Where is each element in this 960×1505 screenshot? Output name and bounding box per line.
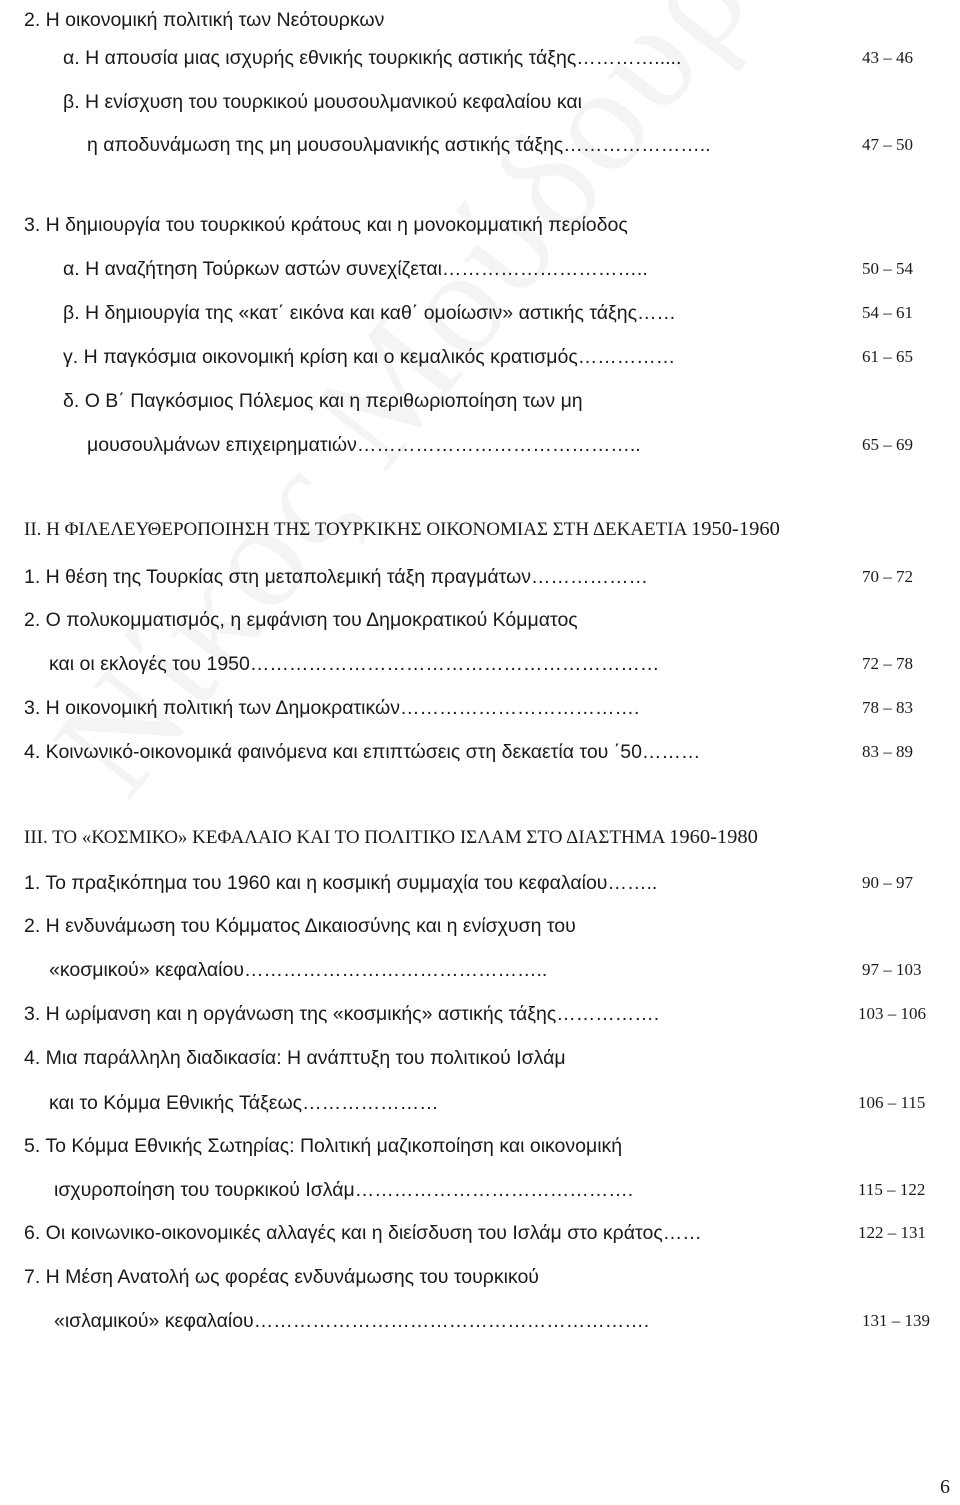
toc-entry [0,999,960,1029]
toc-page-range: 131 – 139 [862,1311,930,1330]
toc-entry [0,1131,960,1161]
toc-entry [0,43,960,73]
toc-page-range: 90 – 97 [862,873,913,892]
toc-page-range: 54 – 61 [862,303,913,322]
toc-entry-text: 5. Το Κόμμα Εθνικής Σωτηρίας: Πολιτική μαζικοποίηση και οικονομική [24,1135,623,1157]
toc-entry-text: 4. Μια παράλληλη διαδικασία: Η ανάπτυξη του πολιτικού Ισλάμ [24,1047,566,1069]
toc-entry-text: 1. Το πραξικόπημα του 1960 και η κοσμική συμμαχία του κεφαλαίου…….. [24,872,658,894]
toc-entry-text: «κοσμικού» κεφαλαίου……………………………………….. [49,959,548,981]
toc-entry-text: δ. Ο Β΄ Παγκόσμιος Πόλεμος και η περιθωριοποίηση των μη [63,390,583,412]
section-heading [0,822,960,852]
toc-entry [0,130,960,160]
toc-page-range: 115 – 122 [858,1180,926,1199]
toc-entry [0,737,960,767]
section-heading-years: 1960-1980 [669,826,758,848]
toc-entry [0,1175,960,1205]
toc-entry [0,1262,960,1292]
toc-entry [0,87,960,117]
toc-page-range: 97 – 103 [862,960,922,979]
toc-entry-text: και οι εκλογές του 1950……………………………………………………… [49,653,660,675]
section-heading-years: 1950-1960 [691,518,780,540]
toc-page-range: 65 – 69 [862,435,913,454]
toc-entry [0,693,960,723]
toc-entry [0,430,960,460]
toc-entry [0,1088,960,1118]
toc-page-range: 61 – 65 [862,347,913,366]
toc-page-range: 83 – 89 [862,742,913,761]
toc-entry-text: 1. Η θέση της Τουρκίας στη μεταπολεμική τάξη πραγμάτων……………… [24,566,649,588]
toc-entry-text: 2. Η ενδυνάμωση του Κόμματος Δικαιοσύνης και η ενίσχυση του [24,915,576,937]
toc-entry [0,562,960,592]
toc-entry-text: α. Η απουσία μιας ισχυρής εθνικής τουρκικής αστικής τάξης…………..... [63,47,682,69]
toc-entry-text: ισχυροποίηση του τουρκικού Ισλάμ……………………………………. [54,1179,634,1201]
toc-entry-text: 4. Κοινωνικό-οικονομικά φαινόμενα και επιπτώσεις στη δεκαετία του ΄50……… [24,741,701,763]
toc-entry-text: «ισλαμικού» κεφαλαίου……………………………………………………. [54,1310,650,1332]
toc-page-range: 72 – 78 [862,654,913,673]
toc-entry-text: και το Κόμμα Εθνικής Τάξεως………………… [49,1092,439,1114]
page-number: 6 [940,1476,950,1498]
toc-entry-text: γ. Η παγκόσμια οικονομική κρίση και ο κεμαλικός κρατισμός…………… [63,346,676,368]
toc-page-range: 47 – 50 [862,135,913,154]
toc-page-range: 78 – 83 [862,698,913,717]
toc-entry [0,1218,960,1248]
toc-entry [0,342,960,372]
toc-entry-text: 2. Η οικονομική πολιτική των Νεότουρκων [24,9,385,31]
toc-page-range: 70 – 72 [862,567,913,586]
toc-entry-text: 3. Η δημιουργία του τουρκικού κράτους και η μονοκομματική περίοδος [24,214,628,236]
toc-entry [0,955,960,985]
section-heading [0,514,960,544]
toc-entry-text: η αποδυνάμωση της μη μουσουλμανικής αστικής τάξης………………….. [87,134,711,156]
toc-heading [0,210,960,240]
toc-entry-text: β. Η δημιουργία της «κατ΄ εικόνα και καθ΄ ομοίωσιν» αστικής τάξης…… [63,302,676,324]
section-heading-text: ΙΙΙ. ΤΟ «ΚΟΣΜΙΚΟ» ΚΕΦΑΛΑΙΟ ΚΑΙ ΤΟ ΠΟΛΙΤΙΚΟ ΙΣΛΑΜ ΣΤΟ ΔΙΑΣΤΗΜΑ 1960-1980 [24,826,758,848]
toc-entry-text: α. Η αναζήτηση Τούρκων αστών συνεχίζεται………………………….. [63,258,648,280]
toc-entry-text: μουσουλμάνων επιχειρηματιών…………………………………….. [87,434,641,456]
toc-entry [0,1306,960,1336]
toc-heading [0,5,960,35]
toc-entry-text: β. Η ενίσχυση του τουρκικού μουσουλμανικού κεφαλαίου και [63,91,582,113]
toc-page-range: 50 – 54 [862,259,913,278]
toc-entry-text: 2. Ο πολυκομματισμός, η εμφάνιση του Δημοκρατικού Κόμματος [24,609,578,631]
toc-entry [0,649,960,679]
toc-entry-text: 3. Η οικονομική πολιτική των Δημοκρατικών………………………………. [24,697,640,719]
toc-entry-text: 6. Οι κοινωνικο-οικονομικές αλλαγές και η διείσδυση του Ισλάμ στο κράτος…… [24,1222,702,1244]
toc-entry [0,386,960,416]
toc-entry [0,1043,960,1073]
toc-entry [0,298,960,328]
toc-page-range: 122 – 131 [858,1223,926,1242]
toc-entry [0,254,960,284]
toc-entry-text: 3. Η ωρίμανση και η οργάνωση της «κοσμικής» αστικής τάξης……………. [24,1003,660,1025]
toc-entry [0,911,960,941]
toc-entry-text: 7. Η Μέση Ανατολή ως φορέας ενδυνάμωσης του τουρκικού [24,1266,539,1288]
toc-page-range: 103 – 106 [858,1004,926,1023]
toc-page-range: 43 – 46 [862,48,913,67]
section-heading-text: ΙΙ. Η ΦΙΛΕΛΕΥΘΕΡΟΠΟΙΗΣΗ ΤΗΣ ΤΟΥΡΚΙΚΗΣ ΟΙΚΟΝΟΜΙΑΣ ΣΤΗ ΔΕΚΑΕΤΙΑ 1950-1960 [24,518,780,540]
toc-entry [0,868,960,898]
toc-page-range: 106 – 115 [858,1093,926,1112]
toc-entry [0,605,960,635]
